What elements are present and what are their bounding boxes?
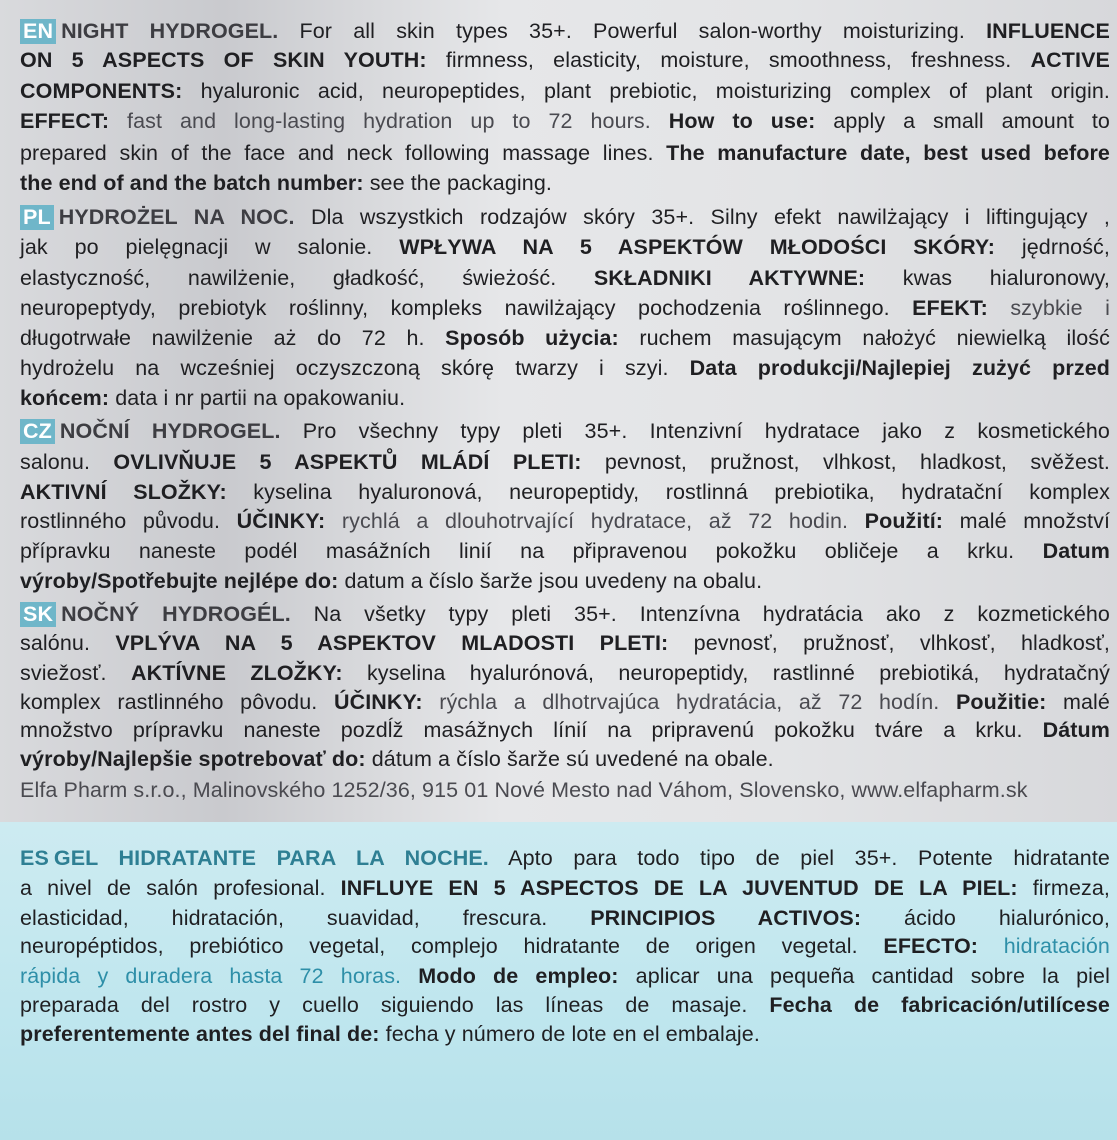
text: rýchla a dlhotrvajúca hydratácia, až 72 hodín. — [422, 690, 956, 714]
pl-line-5 — [20, 324, 1110, 353]
text: datum a číslo šarže jsou uvedeny na obalu. — [338, 569, 763, 593]
heading: INFLUENCE — [986, 19, 1110, 43]
heading: WPŁYWA NA 5 ASPEKTÓW MŁODOŚCI SKÓRY: — [399, 235, 996, 259]
text: Dla wszystkich rodzajów skóry 35+. Silny efekt nawilżający i liftingujący , — [294, 205, 1110, 229]
pl-line-3 — [20, 264, 1110, 293]
text: szybkie i — [987, 296, 1110, 320]
text: firmeza, — [1017, 876, 1110, 900]
es-line-7 — [20, 1020, 1110, 1049]
heading: ÚČINKY: — [236, 509, 326, 533]
en-line-2 — [20, 46, 1110, 75]
heading: EFFECT: — [20, 109, 110, 133]
text: přípravku naneste podél masážních linií na připravenou pokožku obličeje a krku. — [20, 539, 1043, 563]
heading: AKTIVNÍ SLOŽKY: — [20, 480, 227, 504]
heading: EFECTO: — [883, 934, 979, 958]
heading: Data produkcji/Najlepiej zużyć przed — [689, 356, 1110, 380]
text: jędrność, — [995, 235, 1110, 259]
es-line-4 — [20, 932, 1110, 961]
text: apply a small amount to — [815, 109, 1110, 133]
text: komplex rastlinného pôvodu. — [20, 690, 334, 714]
text: elastyczność, nawilżenie, gładkość, świeżość. — [20, 266, 594, 290]
heading: preferentemente antes del final de: — [20, 1022, 380, 1046]
text: pevnost, pružnost, vlhkost, hladkost, svěžest. — [581, 450, 1110, 474]
text: aplicar una pequeña cantidad sobre la piel — [618, 964, 1110, 988]
lang-tag-cz: CZ — [20, 419, 55, 444]
heading: Modo de empleo: — [418, 964, 619, 988]
lang-tag-es: ES — [20, 846, 49, 870]
text: množstvo prípravku naneste pozdĺž masážnych línií na pripravenú pokožku tváre a krku. — [20, 718, 1043, 742]
heading: Fecha de fabricación/utilícese — [769, 993, 1110, 1017]
text: prepared skin of the face and neck following massage lines. — [20, 141, 667, 165]
cz-line-4 — [20, 507, 1110, 536]
heading: VPLÝVA NA 5 ASPEKTOV MLADOSTI PLETI: — [115, 631, 669, 655]
heading: Dátum — [1042, 718, 1110, 742]
en-line-5 — [20, 139, 1110, 168]
sk-line-5 — [20, 716, 1110, 745]
text: For all skin types 35+. Powerful salon-worthy moisturizing. — [278, 19, 987, 43]
pl-line-2 — [20, 233, 1110, 262]
heading: Použití: — [864, 509, 944, 533]
pl-product-name: HYDROŻEL NA NOC. — [58, 205, 295, 229]
pl-line-1 — [20, 203, 1110, 232]
lang-tag-pl: PL — [20, 205, 54, 230]
text: pevnosť, pružnosť, vlhkosť, hladkosť, — [668, 631, 1111, 655]
text: kyselina hyalurónová, neuropeptidy, rastlinné prebiotiká, hydratačný — [342, 661, 1111, 685]
text: fecha y número de lote en el embalaje. — [379, 1022, 760, 1046]
text: see the packaging. — [363, 171, 552, 195]
text: sviežosť. — [20, 661, 131, 685]
lang-tag-en: EN — [20, 19, 56, 44]
heading: ACTIVE — [1030, 48, 1110, 72]
es-line-3 — [20, 904, 1110, 933]
cz-product-name: NOČNÍ HYDROGEL. — [59, 419, 281, 443]
text: salónu. — [20, 631, 116, 655]
en-line-1 — [20, 17, 1110, 46]
heading: Datum — [1042, 539, 1110, 563]
text: Pro všechny typy pleti 35+. Intenzivní hydratace jako z kosmetického — [280, 419, 1110, 443]
sk-line-2 — [20, 629, 1110, 658]
text: firmness, elasticity, moisture, smoothness, freshness. — [426, 48, 1031, 72]
heading: výroby/Najlepšie spotrebovať do: — [20, 747, 366, 771]
heading: PRINCIPIOS ACTIVOS: — [590, 906, 862, 930]
heading: The manufacture date, best used before — [666, 141, 1110, 165]
heading: SKŁADNIKI AKTYWNE: — [593, 266, 866, 290]
text: preparada del rostro y cuello siguiendo las líneas de masaje. — [20, 993, 770, 1017]
sk-line-4 — [20, 688, 1110, 717]
text: rychlá a dlouhotrvající hydratace, až 72 hodin. — [325, 509, 865, 533]
text: Apto para todo tipo de piel 35+. Potente hidratante — [488, 846, 1110, 870]
es-line-2 — [20, 874, 1110, 903]
text: kwas hialuronowy, — [865, 266, 1110, 290]
en-line-4 — [20, 107, 1110, 136]
text: a nivel de salón profesional. — [20, 876, 341, 900]
heading: INFLUYE EN 5 ASPECTOS DE LA JUVENTUD DE LA PIEL: — [340, 876, 1018, 900]
pl-line-7 — [20, 384, 1110, 413]
sk-line-3 — [20, 659, 1110, 688]
text: hidratación — [978, 934, 1110, 958]
cz-line-2 — [20, 448, 1110, 477]
es-product-name: GEL HIDRATANTE PARA LA NOCHE. — [53, 846, 489, 870]
text: dátum a číslo šarže sú uvedené na obale. — [365, 747, 774, 771]
heading: OVLIVŇUJE 5 ASPEKTŮ MLÁDÍ PLETI: — [113, 450, 582, 474]
cz-line-5 — [20, 537, 1110, 566]
text: długotrwałe nawilżenie aż do 72 h. — [20, 326, 446, 350]
pl-line-6 — [20, 354, 1110, 383]
heading: Sposób użycia: — [445, 326, 619, 350]
cz-line-3 — [20, 478, 1110, 507]
text: fast and long-lasting hydration up to 72 hours. — [109, 109, 669, 133]
text: salonu. — [20, 450, 114, 474]
text: ácido hialurónico, — [861, 906, 1111, 930]
text: hyaluronic acid, neuropeptides, plant prebiotic, moisturizing complex of plant origin. — [182, 79, 1110, 103]
es-line-5 — [20, 962, 1110, 991]
text: malé množství — [943, 509, 1111, 533]
sk-line-1 — [20, 600, 1110, 629]
heading: ON 5 ASPECTS OF SKIN YOUTH: — [20, 48, 427, 72]
pl-line-4 — [20, 294, 1110, 323]
heading: výroby/Spotřebujte nejlépe do: — [20, 569, 339, 593]
heading: ÚČINKY: — [333, 690, 423, 714]
es-line-6 — [20, 991, 1110, 1020]
en-line-3 — [20, 77, 1110, 106]
es-line-1 — [20, 844, 1110, 873]
en-line-6 — [20, 169, 1110, 198]
text: data i nr partii na opakowaniu. — [109, 386, 406, 410]
heading: Použitie: — [955, 690, 1047, 714]
text: Na všetky typy pleti 35+. Intenzívna hydratácia ako z kozmetického — [290, 602, 1110, 626]
heading: EFEKT: — [912, 296, 988, 320]
heading: How to use: — [668, 109, 816, 133]
heading: końcem: — [20, 386, 110, 410]
heading: AKTÍVNE ZLOŽKY: — [130, 661, 343, 685]
manufacturer-address: Elfa Pharm s.r.o., Malinovského 1252/36, 915 01 Nové Mesto nad Váhom, Slovensko, www.elfapharm.sk — [20, 778, 1028, 802]
text: rápida y duradera hasta 72 horas. — [20, 964, 419, 988]
text: kyselina hyaluronová, neuropeptidy, rostlinná prebiotika, hydratační komplex — [226, 480, 1110, 504]
text: neuropeptydy, prebiotyk roślinny, kompleks nawilżający pochodzenia roślinnego. — [20, 296, 913, 320]
text: malé — [1046, 690, 1110, 714]
cz-line-6 — [20, 567, 1110, 596]
lang-tag-sk: SK — [20, 602, 56, 627]
cz-line-1 — [20, 417, 1110, 446]
en-product-name: NIGHT HYDROGEL. — [61, 19, 279, 43]
text: rostlinného původu. — [20, 509, 237, 533]
heading: COMPONENTS: — [20, 79, 183, 103]
text: ruchem masującym nałożyć niewielką ilość — [618, 326, 1110, 350]
text: jak po pielęgnacji w salonie. — [20, 235, 400, 259]
sk-line-6 — [20, 745, 1110, 774]
text: hydrożelu na wcześniej oczyszczoną skórę twarzy i szyi. — [20, 356, 690, 380]
text: elasticidad, hidratación, suavidad, frescura. — [20, 906, 591, 930]
heading: the end of and the batch number: — [20, 171, 364, 195]
sk-product-name: NOČNÝ HYDROGÉL. — [61, 602, 291, 626]
text: neuropéptidos, prebiótico vegetal, complejo hidratante de origen vegetal. — [20, 934, 884, 958]
